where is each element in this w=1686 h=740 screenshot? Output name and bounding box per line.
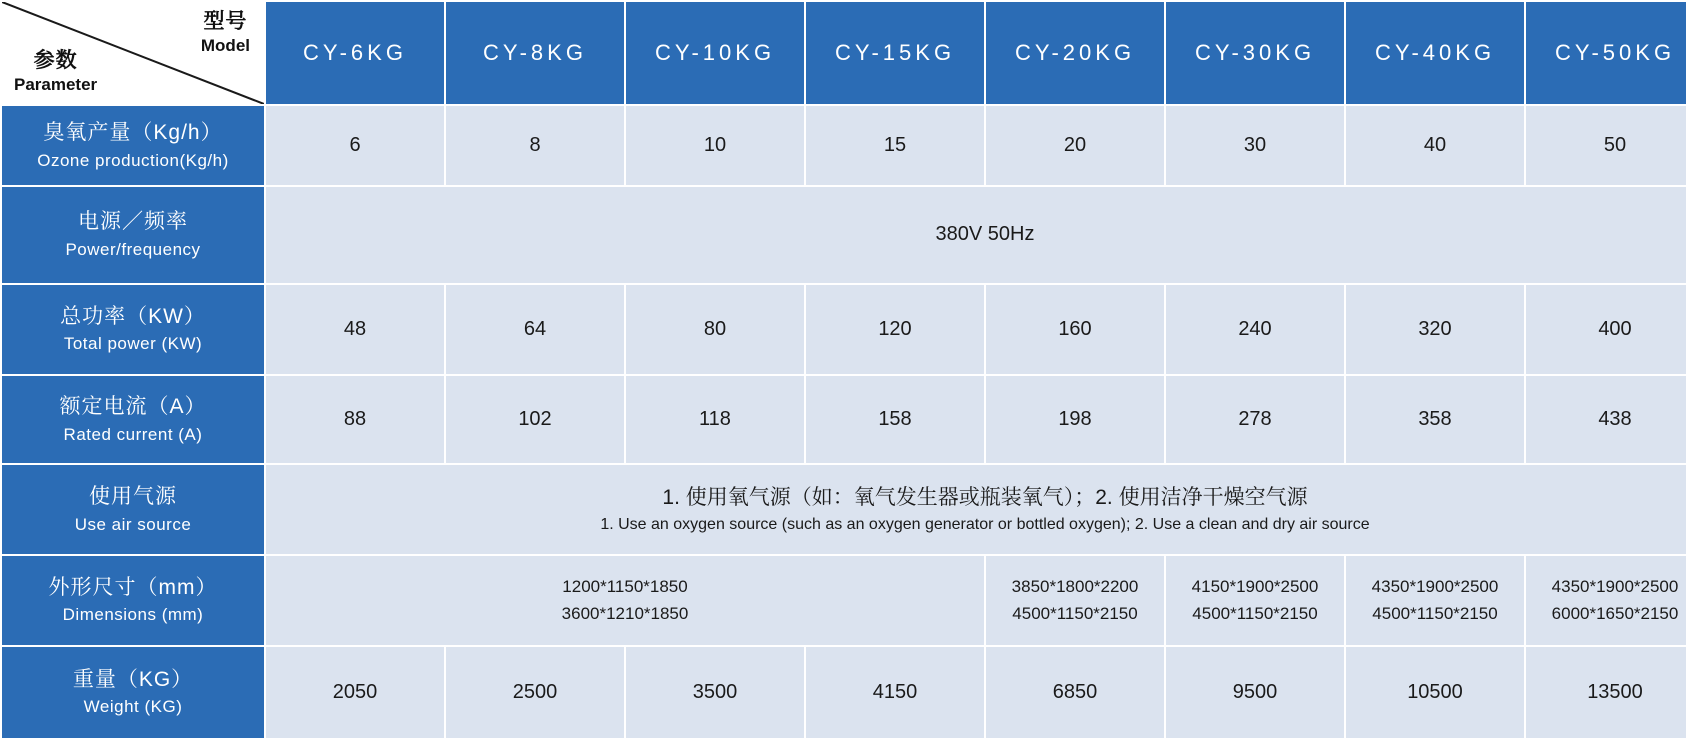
cell-weight-10kg: 3500 xyxy=(626,647,804,738)
table-header-row xyxy=(2,2,1686,104)
dimensions-50kg-line2: 6000*1650*2150 xyxy=(1551,603,1679,623)
cell-rated-current-50kg: 438 xyxy=(1526,376,1686,463)
cell-rated-current-20kg: 198 xyxy=(986,376,1164,463)
cell-use-air-source-all xyxy=(266,465,1686,554)
dimensions-20kg-line1: 3850*1800*2200 xyxy=(1011,577,1139,597)
cell-rated-current-15kg: 158 xyxy=(806,376,984,463)
model-header-cy-40kg: CY-40KG xyxy=(1346,2,1524,104)
header-corner-cell xyxy=(2,2,264,104)
cell-ozone-50kg: 50 xyxy=(1526,106,1686,185)
row-label-dimensions: 外形尺寸（mm） Dimensions (mm) xyxy=(2,556,264,645)
dimensions-40kg-line1: 4350*1900*2500 xyxy=(1371,577,1499,597)
cell-ozone-40kg: 40 xyxy=(1346,106,1524,185)
table-row-rated-current xyxy=(2,376,1686,463)
table-row-dimensions xyxy=(2,556,1686,645)
row-label-total-power: 总功率（KW） Total power (KW) xyxy=(2,285,264,375)
model-header-cy-10kg: CY-10KG xyxy=(626,2,804,104)
header-parameter-label: 参数 Parameter xyxy=(14,48,98,94)
table-row-use-air-source xyxy=(2,465,1686,554)
cell-dimensions-40kg xyxy=(1346,556,1524,645)
air-source-note-en: 1. Use an oxygen source (such as an oxygen generator or bottled oxygen); 2. Use a clean and dry air source xyxy=(600,516,1370,534)
row-label-rated-current: 额定电流（A） Rated current (A) xyxy=(2,376,264,463)
model-header-cy-30kg: CY-30KG xyxy=(1166,2,1344,104)
row-label-ozone-production: 臭氧产量（Kg/h） Ozone production(Kg/h) xyxy=(2,106,264,185)
cell-dimensions-20kg xyxy=(986,556,1164,645)
cell-rated-current-40kg: 358 xyxy=(1346,376,1524,463)
model-header-cy-15kg: CY-15KG xyxy=(806,2,984,104)
model-header-cy-20kg: CY-20KG xyxy=(986,2,1164,104)
cell-ozone-30kg: 30 xyxy=(1166,106,1344,185)
cell-weight-6kg: 2050 xyxy=(266,647,444,738)
cell-ozone-10kg: 10 xyxy=(626,106,804,185)
cell-total-power-10kg: 80 xyxy=(626,285,804,375)
model-header-cy-50kg: CY-50KG xyxy=(1526,2,1686,104)
air-source-note-cn: 1. 使用氧气源（如：氧气发生器或瓶装氧气）；2. 使用洁净干燥空气源 xyxy=(662,485,1308,509)
cell-total-power-15kg: 120 xyxy=(806,285,984,375)
cell-dimensions-30kg xyxy=(1166,556,1344,645)
header-model-label: 型号 Model xyxy=(200,10,250,56)
dimensions-40kg-line2: 4500*1150*2150 xyxy=(1372,603,1498,623)
table-row-ozone-production xyxy=(2,106,1686,185)
cell-weight-8kg: 2500 xyxy=(446,647,624,738)
table-row-weight xyxy=(2,647,1686,738)
cell-ozone-6kg: 6 xyxy=(266,106,444,185)
model-header-cy-8kg: CY-8KG xyxy=(446,2,624,104)
cell-rated-current-8kg: 102 xyxy=(446,376,624,463)
cell-total-power-8kg: 64 xyxy=(446,285,624,375)
cell-ozone-15kg: 15 xyxy=(806,106,984,185)
table-row-total-power xyxy=(2,285,1686,375)
dimensions-50kg-line1: 4350*1900*2500 xyxy=(1551,577,1679,597)
dimensions-30kg-line2: 4500*1150*2150 xyxy=(1192,603,1318,623)
cell-weight-20kg: 6850 xyxy=(986,647,1164,738)
cell-weight-15kg: 4150 xyxy=(806,647,984,738)
cell-total-power-40kg: 320 xyxy=(1346,285,1524,375)
cell-rated-current-10kg: 118 xyxy=(626,376,804,463)
cell-weight-30kg: 9500 xyxy=(1166,647,1344,738)
cell-total-power-50kg: 400 xyxy=(1526,285,1686,375)
row-label-use-air-source: 使用气源 Use air source xyxy=(2,465,264,554)
cell-ozone-8kg: 8 xyxy=(446,106,624,185)
cell-weight-40kg: 10500 xyxy=(1346,647,1524,738)
cell-power-frequency-all: 380V 50Hz xyxy=(266,187,1686,282)
model-header-cy-6kg: CY-6KG xyxy=(266,2,444,104)
cell-total-power-6kg: 48 xyxy=(266,285,444,375)
dimensions-small-line2: 3600*1210*1850 xyxy=(561,603,689,623)
cell-dimensions-small-models xyxy=(266,556,984,645)
cell-total-power-30kg: 240 xyxy=(1166,285,1344,375)
dimensions-small-line1: 1200*1150*1850 xyxy=(562,577,688,597)
cell-total-power-20kg: 160 xyxy=(986,285,1164,375)
cell-rated-current-30kg: 278 xyxy=(1166,376,1344,463)
cell-dimensions-50kg xyxy=(1526,556,1686,645)
dimensions-30kg-line1: 4150*1900*2500 xyxy=(1191,577,1319,597)
row-label-power-frequency: 电源／频率 Power/frequency xyxy=(2,187,264,282)
table-row-power-frequency xyxy=(2,187,1686,282)
row-label-weight: 重量（KG） Weight (KG) xyxy=(2,647,264,738)
dimensions-20kg-line2: 4500*1150*2150 xyxy=(1012,603,1138,623)
cell-ozone-20kg: 20 xyxy=(986,106,1164,185)
cell-rated-current-6kg: 88 xyxy=(266,376,444,463)
cell-weight-50kg: 13500 xyxy=(1526,647,1686,738)
